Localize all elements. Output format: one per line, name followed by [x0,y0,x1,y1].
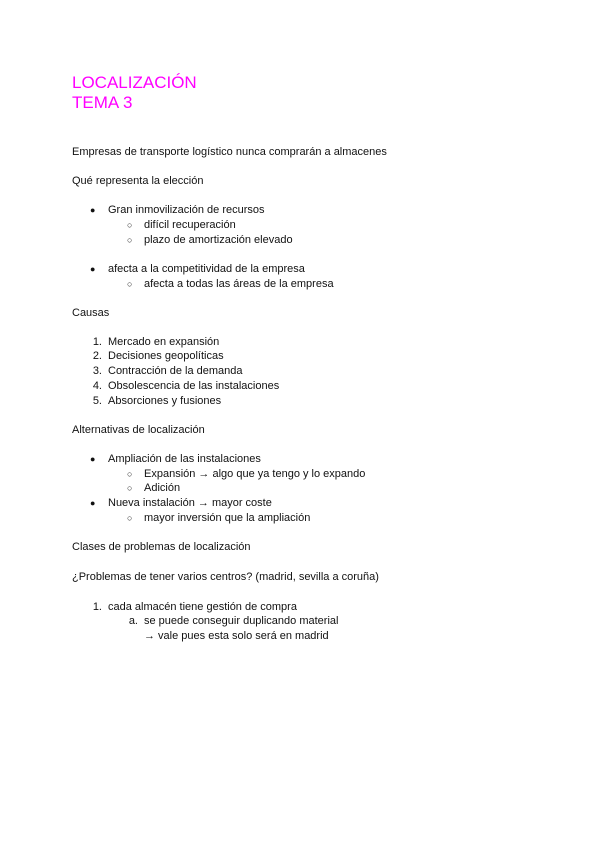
bullet-circle-icon: ○ [127,469,133,479]
list-item: Expansión → algo que ya tengo y lo expando [144,468,366,480]
section-heading-causas: Causas [72,307,110,319]
list-item: cada almacén tiene gestión de compra [108,601,297,613]
section-heading-alternativas: Alternativas de localización [72,424,205,436]
list-item: Absorciones y fusiones [108,395,222,407]
list-number: 1. [92,336,102,348]
bullet-circle-icon: ○ [127,235,133,245]
bullet-circle-icon: ○ [127,483,133,493]
list-item: se puede conseguir duplicando material [144,615,339,627]
bullet-circle-icon: ○ [127,279,133,289]
list-item: Nueva instalación → mayor coste [108,497,272,509]
list-item: Obsolescencia de las instalaciones [108,380,280,392]
list-item: Ampliación de las instalaciones [108,453,261,465]
list-item: Mercado en expansión [108,336,220,348]
list-item: plazo de amortización elevado [144,234,293,246]
list-number: 5. [92,395,102,407]
section-heading-clases: Clases de problemas de localización [72,541,251,553]
list-item: Decisiones geopolíticas [108,350,224,362]
list-letter: a. [128,615,138,627]
intro-paragraph: Empresas de transporte logístico nunca comprarán a almacenes [72,146,387,158]
document-subtitle: TEMA 3 [72,93,133,112]
list-number: 4. [92,380,102,392]
bullet-disc-icon: ● [90,205,96,215]
bullet-circle-icon: ○ [127,513,133,523]
list-item: Contracción de la demanda [108,365,243,377]
list-number: 1. [92,601,102,613]
bullet-circle-icon: ○ [127,220,133,230]
list-item-continuation: → vale pues esta solo será en madrid [144,630,329,642]
list-item: afecta a la competitividad de la empresa [108,263,305,275]
document-title: LOCALIZACIÓN [72,73,197,92]
list-item: difícil recuperación [144,219,236,231]
bullet-disc-icon: ● [90,454,96,464]
question-paragraph: ¿Problemas de tener varios centros? (madrid, sevilla a coruña) [72,571,379,583]
list-item: Adición [144,482,181,494]
bullet-disc-icon: ● [90,264,96,274]
list-item: mayor inversión que la ampliación [144,512,311,524]
list-number: 3. [92,365,102,377]
section-heading-eleccion: Qué representa la elección [72,175,204,187]
list-item: Gran inmovilización de recursos [108,204,265,216]
bullet-disc-icon: ● [90,498,96,508]
list-number: 2. [92,350,102,362]
list-item: afecta a todas las áreas de la empresa [144,278,334,290]
